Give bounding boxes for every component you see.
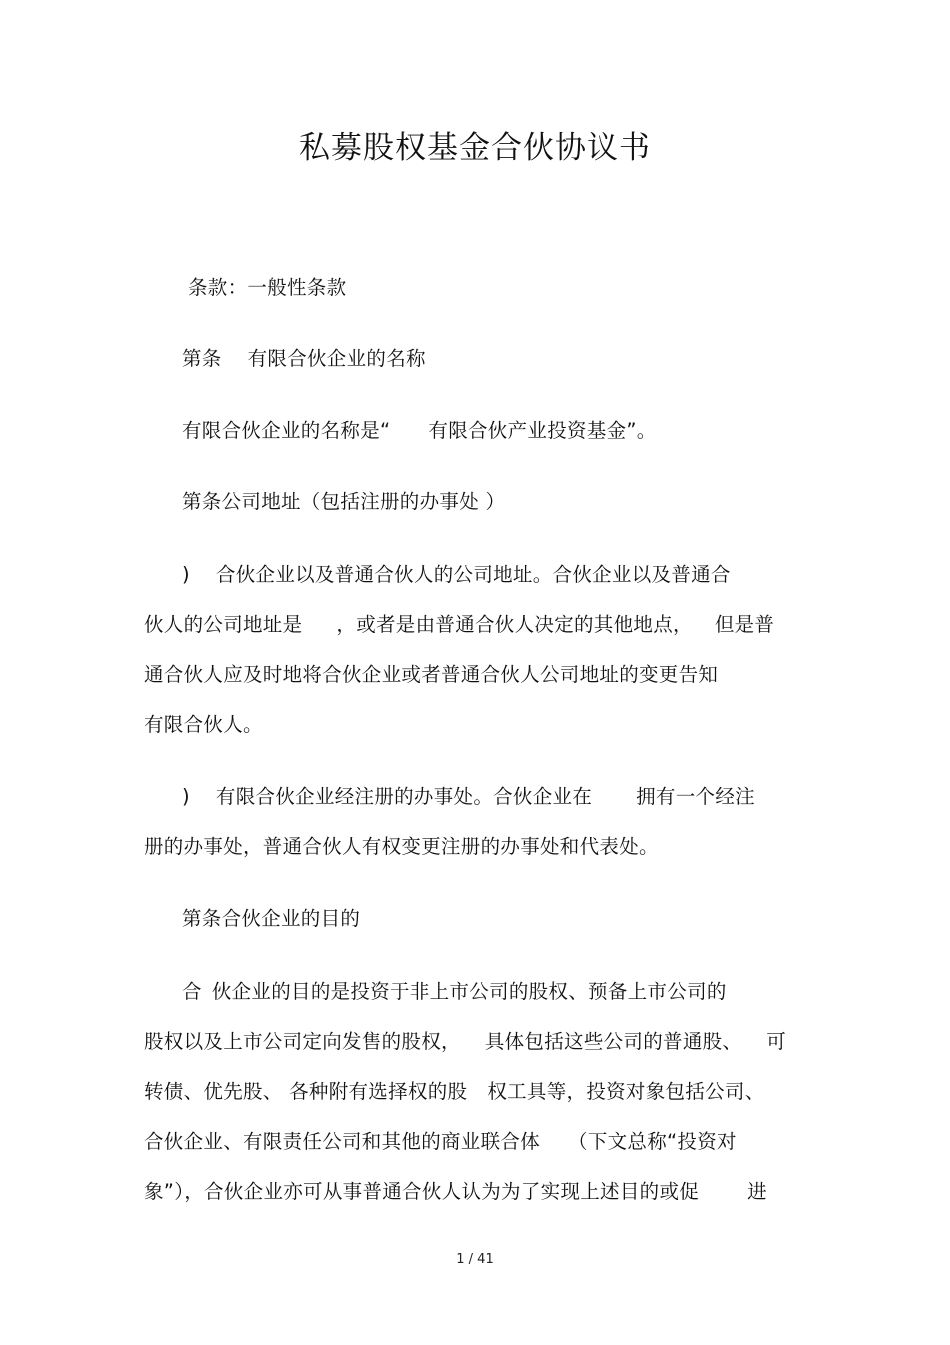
paragraph-line: 册的办事处，普通合伙人有权变更注册的办事处和代表处。 [144,835,659,858]
page-indicator: 1 / 41 [456,1252,494,1267]
paragraph-line: ) 有限合伙企业经注册的办事处。合伙企业在 拥有一个经注 [182,785,755,808]
article-heading: 第条合伙企业的目的 [182,907,361,930]
paragraph-line: 合伙企业、有限责任公司和其他的商业联合体 （下文总称“投资对 [144,1130,737,1153]
paragraph-line: ) 合伙企业以及普通合伙人的公司地址。合伙企业以及普通合 [182,563,731,586]
paragraph-line: 有限合伙企业的名称是“ 有限合伙产业投资基金”。 [182,419,657,442]
paragraph-line: 象”），合伙企业亦可从事普通合伙人认为为了实现上述目的或促 进 [144,1180,767,1203]
article-heading: 第条 有限合伙企业的名称 [182,347,426,370]
article-heading: 第条公司地址（包括注册的办事处 ） [182,490,506,513]
paragraph-line: 有限合伙人。 [144,713,263,736]
clause-heading: 条款：一般性条款 [188,276,347,299]
document-title: 私募股权基金合伙协议书 [299,130,651,166]
paragraph-line: 伙人的公司地址是 ，或者是由普通合伙人决定的其他地点， 但是普 [144,613,775,636]
paragraph-line: 转债、优先股、 各种附有选择权的股 权工具等，投资对象包括公司、 [144,1080,765,1103]
paragraph-line: 股权以及上市公司定向发售的股权， 具体包括这些公司的普通股、 可 [144,1030,787,1053]
paragraph-line: 合 伙企业的目的是投资于非上市公司的股权、预备上市公司的 [182,980,727,1003]
paragraph-line: 通合伙人应及时地将合伙企业或者普通合伙人公司地址的变更告知 [144,663,719,686]
